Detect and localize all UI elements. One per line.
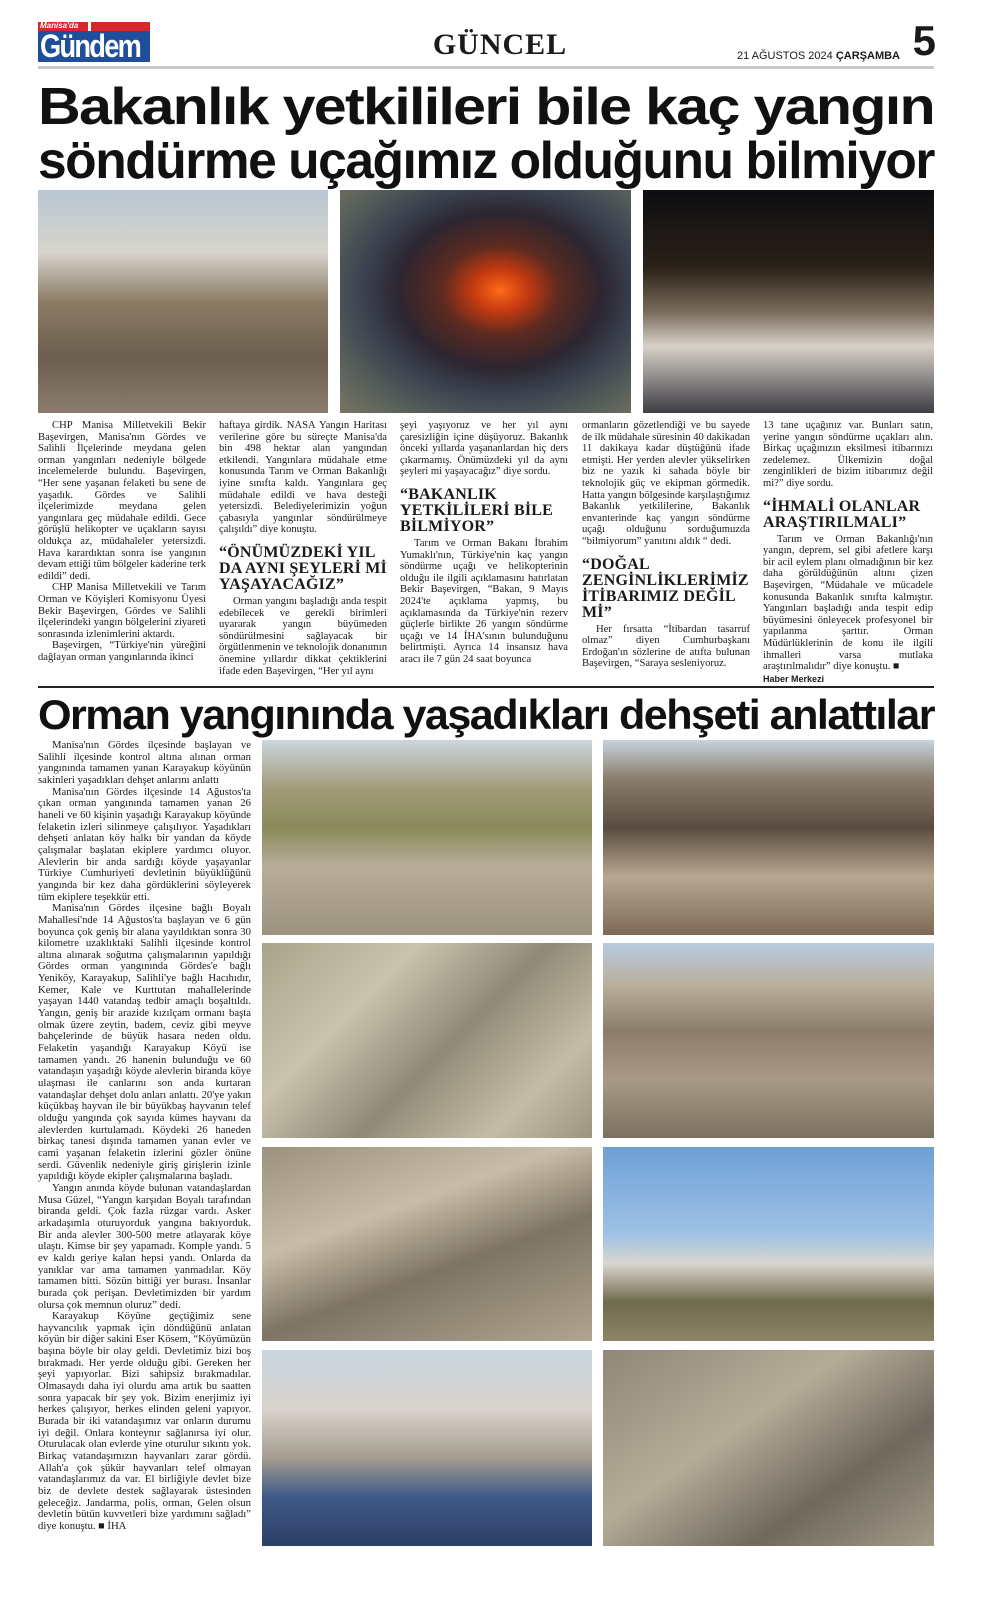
logo-name: Gündem: [40, 28, 141, 64]
article1-column-3: [400, 420, 568, 666]
photo-aerial-ruins: [262, 1147, 592, 1341]
section-title: GÜNCEL: [432, 28, 568, 61]
paragraph: şeyi yaşıyoruz ve her yıl aynı çaresizliğin içine düşüyoruz. Bakanlık önceki yıllarda yaşananlardan hiç ders çıkarmamış. Önümüzdeki yıl da aynı şeyleri mi yaşayacağız” diye sordu.: [400, 420, 568, 478]
photo-village-hillside: [262, 740, 592, 935]
article1-column-4: [582, 420, 750, 670]
photo-aerial-burnt-village: [603, 1350, 934, 1546]
article1-column-1: [38, 420, 206, 663]
article2-headline: [38, 692, 934, 738]
photo-villagers-tractor: [262, 1350, 592, 1546]
paragraph: 13 tane uçağınız var. Bunları satın, yerine yangın söndürme uçakları alın. Birkaç uçağınızın eksilmesi itibarınızı zedelemez. Ülkemizin doğal zenginlikleri de bizim itibarımız değil mi?” diye sordu.: [763, 420, 933, 489]
photo-forest-fire-night: [340, 190, 631, 413]
paragraph: Başevirgen, “Türkiye'nin yüreğini dağlayan orman yangınlarında ikinci: [38, 640, 206, 663]
photo-officials-at-night: [643, 190, 934, 413]
byline: Haber Merkezi: [763, 673, 825, 684]
subheading: “ÖNÜMÜZDEKİ YIL DA AYNI ŞEYLERİ Mİ YAŞAYACAĞIZ”: [219, 543, 387, 593]
article1-headline-line1: [38, 80, 934, 134]
photo-village-mosque: [603, 1147, 934, 1341]
logo-tagline: Manisa'da: [40, 21, 79, 30]
photo-aerial-village: [262, 943, 592, 1138]
issue-date: [737, 50, 900, 62]
paragraph: Yangın anında köyde bulunan vatandaşlardan Musa Güzel, “Yangın karşıdan Boyalı tarafından biranda geldi. Çok fazla rüzgar vardı. Asker arkadaşımla oturuyorduk yangına bakıyorduk. Bir anda alevler 300-500 metre atlayarak köye ulaştı. Kimse bir şey yapamadı. Komple yandı. 5 ev kaldı geriye kalan hepsi yandı. Onlarda da yanıklar var ama tamamen yanmadılar. Köy tamamen bitti. Sözün bittiği yer burası. İnsanlar burada çok perişan. Devletimizden bir yardım olursa çok memnun oluruz” dedi.: [38, 1181, 251, 1311]
subheading: “BAKANLIK YETKİLİLERİ BİLE BİLMİYOR”: [400, 485, 554, 535]
headline-text: Bakanlık yetkilileri bile kaç yangın: [38, 78, 935, 136]
headline-text: Orman yangınında yaşadıkları dehşeti anlattılar: [38, 691, 935, 738]
paragraph: Manisa'nın Gördes ilçesine bağlı Boyalı Mahallesi'nde 14 Ağustos'ta başlayan ve 6 gün boyunca çok geniş bir alana yayıldıktan sonra 30 kilometre uzaklıktaki Salihli ilçesinde kontrol altına alınarak soğutma çalışmalarının yapıldığı Gördes orman yangınında Gördes'e bağlı Yeniköy, Karayakup, Salihli'ye bağlı Hacıhıdır, Kemer, Kale ve Kurttutan mahallelerinde yaşayan 1440 vatandaş tedbir amaçlı boşaltıldı. Yangın, geniş bir arazide kızılçam ormanı başta olmak üzere zeytin, badem, ceviz gibi meyve bahçelerinde de büyük hasara neden oldu. Felaketin yaşandığı Karayakup Köyü ise tamamen yandı. 26 hanenin bulunduğu ve 60 vatandaşın yaşadığı köyde alevlerin biranda köye ulaşması ile canlarını son anda kurtaran vatandaşlar dehşet dolu anları anlattı. 20'ye yakın küçükbaş hayvan ile bir büyükbaş hayvanın telef olduğu yangında çok sayıda kümes hayvanı da alevlerden kurtulamadı. Köydeki 26 haneden birkaç tanesi dışında tamamen yanan evler ve cami yaşanan felaketin izlerini gözler önüne serdi. Güvenlik nedeniyle giriş girişlerin izinle yapıldığı köyde ekipler çalışmalarına başladı.: [38, 902, 251, 1183]
article1-column-2: [219, 420, 387, 677]
paragraph: Orman yangını başladığı anda tespit edebilecek ve gerekli birimleri uyararak yangın büyümeden söndürülmesini sağlayacak bir örgütlenmenin ve teknolojik donanımın önemine yıllardır dikkat çektiklerini ifade eden Başevirgen, “Her yıl aynı: [219, 595, 387, 677]
weekday-text: ÇARŞAMBA: [835, 50, 900, 62]
photo-ruined-street: [38, 190, 328, 413]
paragraph: haftaya girdik. NASA Yangın Haritası verilerine göre bu süreçte Manisa'da bin 498 hektar alan yangından etkilendi. Yangınlara müdahale etme konusunda Tarım ve Orman Bakanlığı iyine sınıfta kaldı. Yangınlara geç müdahale edildi ve hava desteği yetersizdi. Belediyelerimizin yoğun çabasıyla yangınlar söndürülmeye çalışıldı” diye konuştu.: [219, 420, 387, 536]
subheading: “DOĞAL ZENGİNLİKLERİMİZ İTİBARIMIZ DEĞİL Mİ”: [582, 555, 749, 621]
headline-text: söndürme uçağımız olduğunu bilmiyor: [38, 132, 934, 190]
paragraph: ormanların gözetlendiği ve bu sayede de ilk müdahale süresinin 40 dakikadan 11 dakikaya kadar düştüğünü ifade etmişti. Her yerden alevler yükselirken biz ne yazık ki sahada böyle bir teknolojik güç ve ekipman görmedik. Hatta yangın bölgesinde karşılaştığımız Bakanlık yetkililerine, Bakanlık envanterinde kaç yangın söndürme uçağı olduğunu sorduğumuzda “bilmiyorum” yanıtını aldık “ dedi.: [582, 420, 750, 547]
subheading: “İHMALİ OLANLAR ARAŞTIRILMALI”: [763, 497, 921, 531]
article1-headline-line2: [38, 134, 934, 188]
page-number: 5: [912, 17, 936, 64]
paragraph: Karayakup Köyüne geçtiğimiz sene hayvancılık yapmak için döndüğünü anlatan köyün bir diğer sakini Eser Kösem, “Köyümüzün başına böyle bir olay geldi. Devletimiz bizi boş bırakmadı. Her yerde olduğu gibi. Gereken her şeyi yapıyorlar. Bizi sahipsiz bırakmadılar. Olmasaydı daha iyi olurdu ama artık bu saatten sonra yapacak bir şey yok. Bizim enerjimiz iyi herkes çalışıyor, herkes elinden geleni yapıyor. Burada bir iki vatandaşımız var onların durumu iyi değil. Onlara konteynır sağlanırsa iyi olur. Oturulacak olan evlerde yine oturulur sıkıntı yok. Birkaç vatandaşımızın hayvanları zarar gördü. Allah'a çok şükür hayvanları telef olmayan vatandaşlarımız da var. El birliğiyle devlet bize biz de devlete destek sağlayarak üstesinden geleceğiz. Jandarma, polis, orman, Gelen olsun devletin bütün kuvvetleri bize yardımını sağladı” diye konuştu. ■ İHA: [38, 1310, 251, 1532]
paragraph: CHP Manisa Milletvekili ve Tarım Orman ve Köyişleri Komisyonu Üyesi Bekir Başevirgen, Gördes ve Salihli ilçelerindeki yangın bölgelerini ziyareti sonrasında izlenimlerini aktardı.: [38, 582, 206, 640]
paragraph: Tarım ve Orman Bakanı İbrahim Yumaklı'nın, Türkiye'nin kaç yangın söndürme uçağı ve helikopterinin olduğu ile ilgili açıklamasını hatırlatan Bekir Başevirgen, “Bakan, 9 Mayıs 2024'te açıklama yapmış, bu açıklamasında da Türkiye'nin rezerv güçlerle birlikte 26 yangın söndürme uçağı ve 14 İHA'sının bulunduğunu belirtmişti. Ayrıca 14 insansız hava aracı ile 7 gün 24 saat boyunca: [400, 537, 568, 665]
photo-burnt-house: [603, 740, 934, 935]
paragraph: Tarım ve Orman Bakanlığı'nın yangın, deprem, sel gibi afetlere karşı bir acil eylem planı olmadığının bir kez daha görüldüğünün altını çizen Başevirgen, “Müdahale ve mücadele konusunda Bakanlık sınıfta kalmıştır. Yangınları başladığı anda tespit edip büyümesini önleyecek profesyonel bir yapılanma şarttır. Orman Müdürlüklerinin de konu ile ilgili ihmalleri varsa mutlaka araştırılmalıdır” diye konuştu. ■: [763, 533, 933, 673]
article-divider: [38, 686, 934, 688]
paragraph: Her fırsatta “İtibardan tasarruf olmaz” diyen Cumhurbaşkanı Erdoğan'ın sözlerine de atıfta bulunan Başevirgen, “Saraya sesleniyoruz.: [582, 623, 750, 670]
header-divider: [38, 66, 934, 69]
photo-burnt-ruins: [603, 943, 934, 1138]
article1-column-5: [763, 420, 933, 684]
lead-paragraph: Manisa'nın Gördes ilçesinde başlayan ve Salihli ilçesinde kontrol altına alınan orman yangınında tamamen yanan Karayakup köyünün sakinleri yaşadıkları dehşet anlarını anlattı: [38, 739, 251, 786]
paragraph: Manisa'nın Gördes ilçesinde 14 Ağustos'ta çıkan orman yangınında tamamen yanan 26 haneli ve 60 kişinin yaşadığı Karayakup köyünde felaketin izleri silinmeye çalışılıyor. Yaşadıkları dehşeti anlatan köy halkı bir yandan da köyde çalışmalar başlatan ekiplere yardımcı oluyor. Alevlerin bir anda sardığı köyde yaşayanlar Türkiye Cumhuriyeti devletinin büyüklüğünü yangında bir kez daha gördüklerini söyleyerek tüm ekiplere teşekkür etti.: [38, 785, 251, 903]
date-text: 21 AĞUSTOS 2024: [736, 50, 833, 62]
article2-column: [38, 740, 251, 1533]
paragraph: CHP Manisa Milletvekili Bekir Başevirgen, Manisa'nın Gördes ve Salihli İlçelerinde meydana gelen orman yangınları nedeniyle bölgede incelemelerde bulundu. Başevirgen, “Her sene yaşanan felaketi bu sene de yaşadık. Gördes ve Salihli ilçelerimizde meydana gelen yangınlara geç müdahale edildi. Gece görüşlü helikopter ve uçakların sayısı oldukça az, müdahaleler yetersizdi. Hava karardıktan sonra ise yangının devam ettiği tüm bölgeler kaderine terk edildi” dedi.: [38, 420, 206, 582]
